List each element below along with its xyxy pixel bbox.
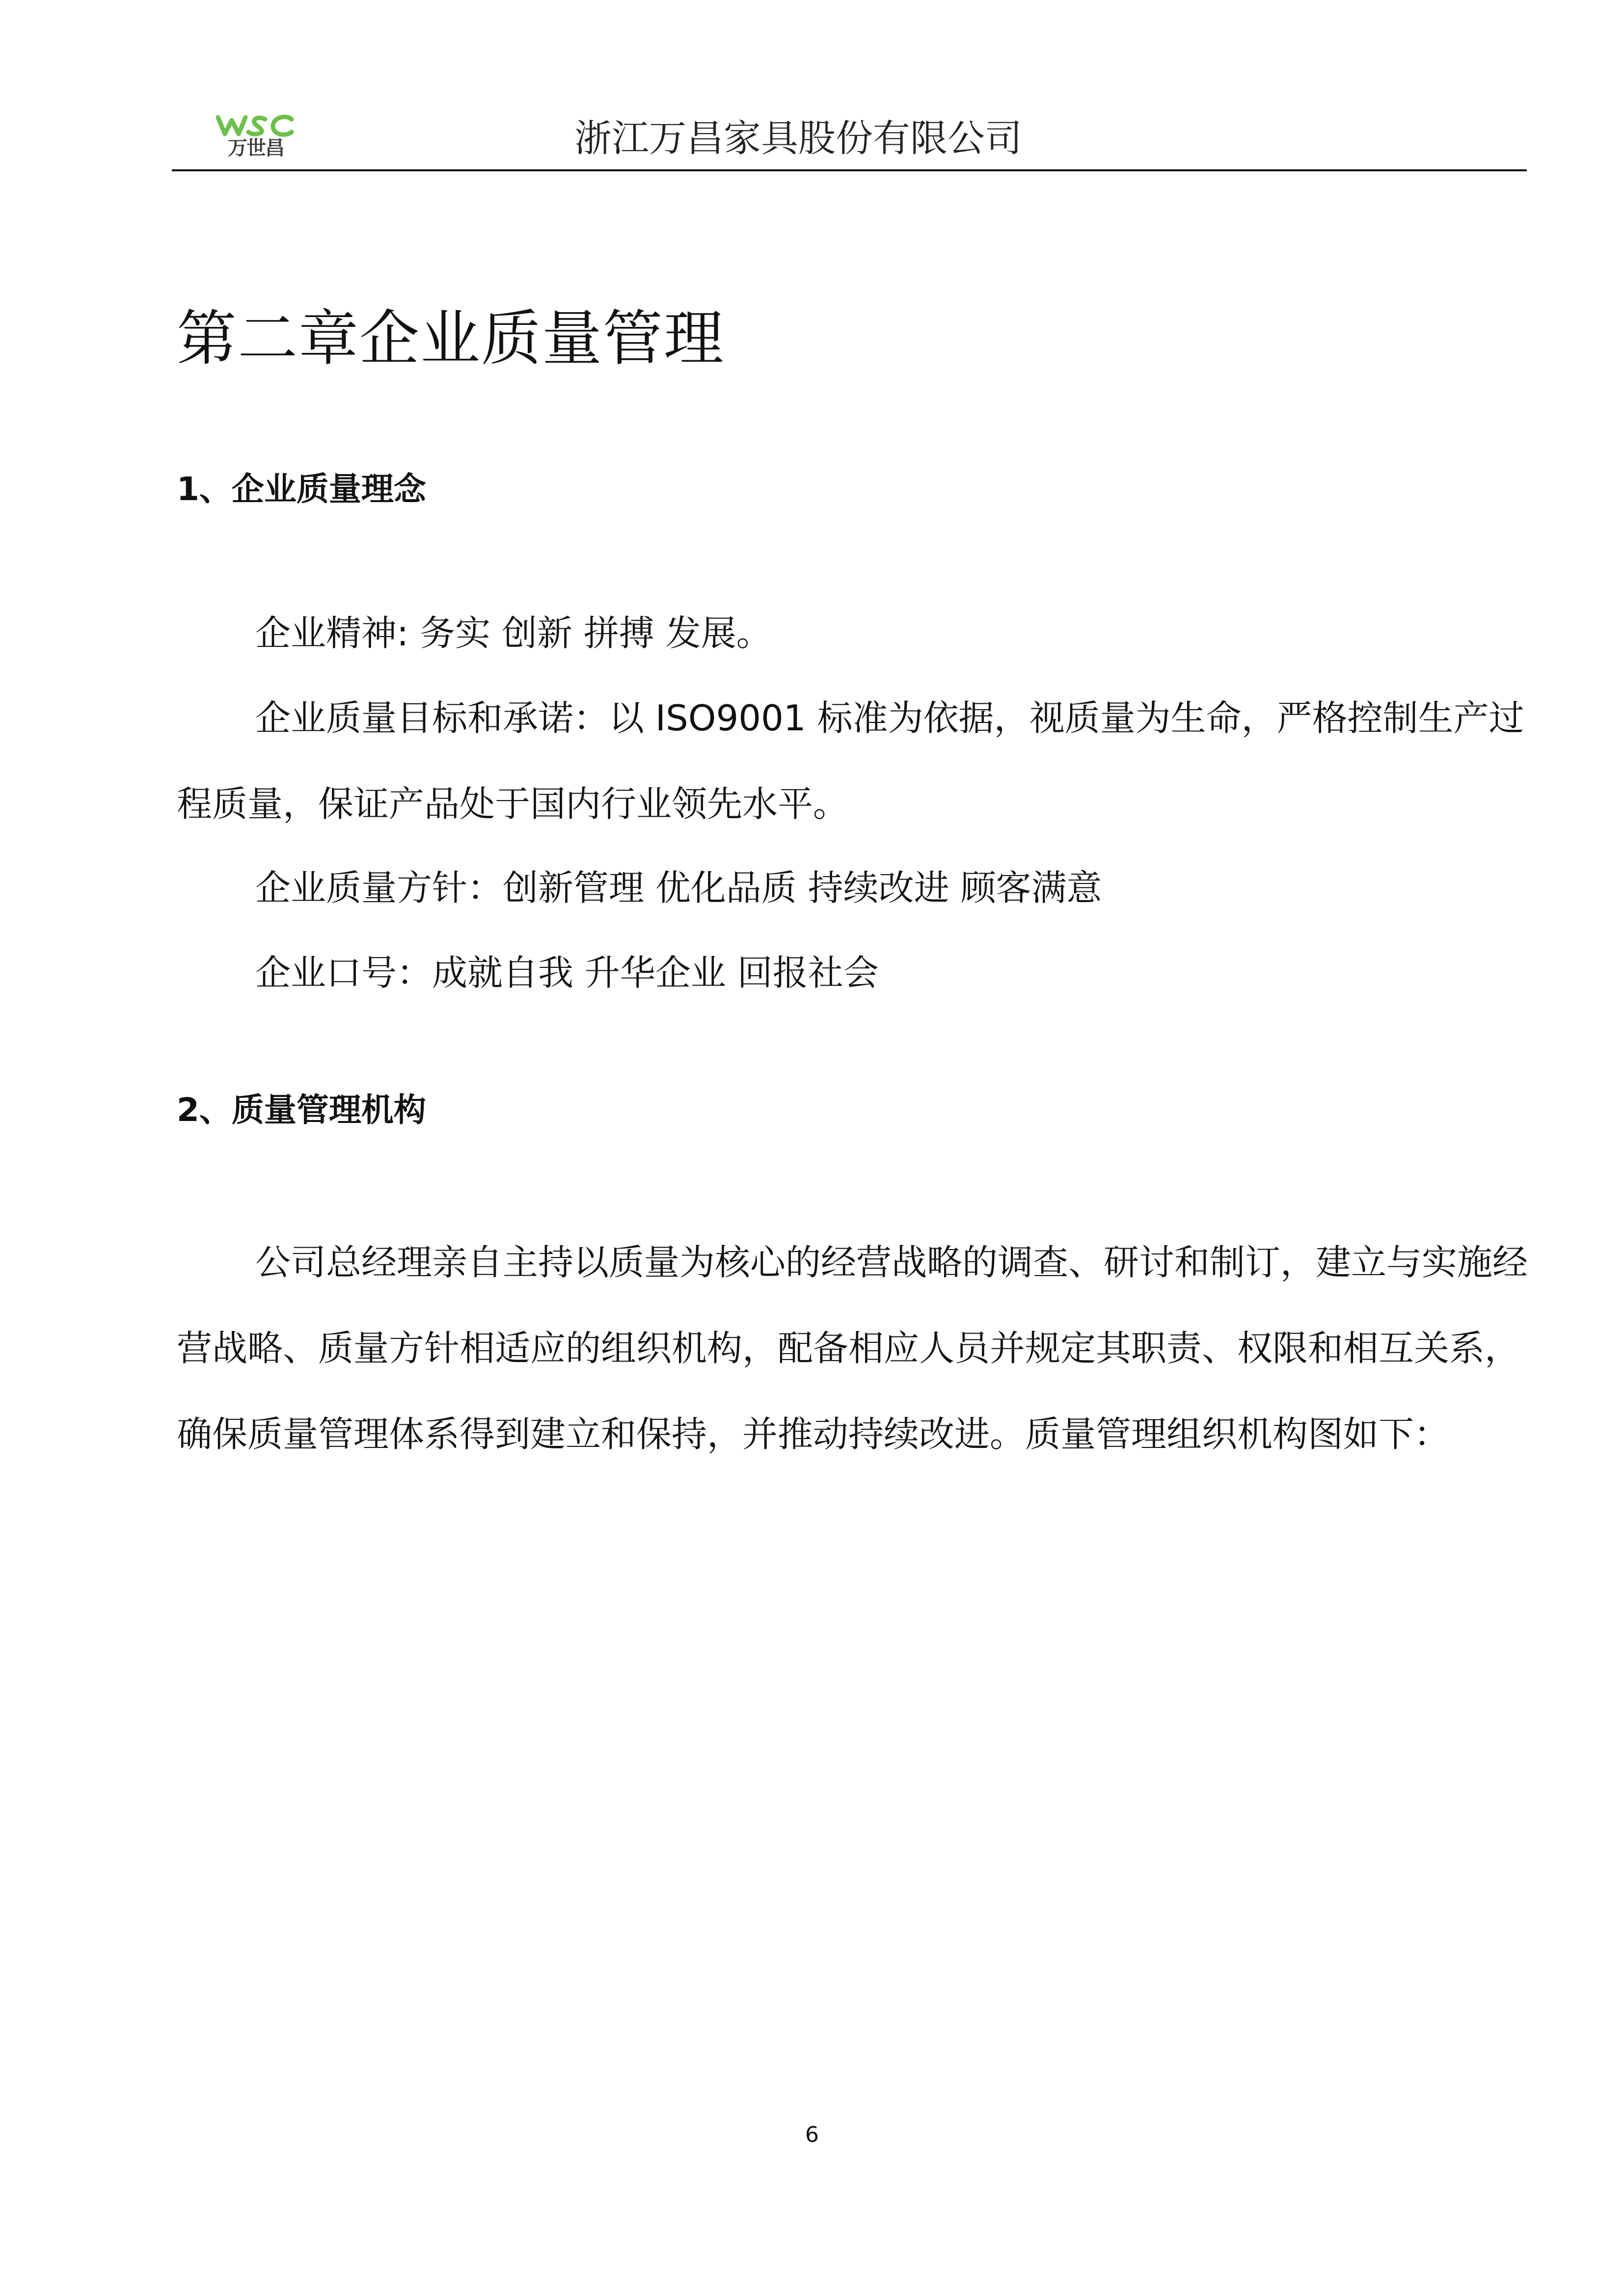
paragraph-quality-policy: 企业质量方针：创新管理 优化品质 持续改进 顾客满意 <box>255 867 1102 908</box>
section-heading-quality-organization: 2、质量管理机构 <box>177 1091 426 1129</box>
section-heading-quality-philosophy: 1、企业质量理念 <box>177 470 426 508</box>
paragraph-enterprise-slogan: 企业口号：成就自我 升华企业 回报社会 <box>255 952 879 993</box>
chapter-title: 第二章企业质量管理 <box>177 304 725 374</box>
page-header <box>172 110 1527 172</box>
paragraph-quality-goal: 企业质量目标和承诺：以 ISO9001 标准为依据，视质量为生命，严格控制生产过程质量，保证产品处于国内行业领先水平。 <box>177 697 1524 825</box>
page-number: 6 <box>805 2122 819 2147</box>
logo-mark-icon <box>214 113 298 138</box>
header-divider <box>172 169 1527 171</box>
company-logo <box>214 113 298 158</box>
logo-text: 万世昌 <box>228 137 284 160</box>
company-name: 浙江万昌家具股份有限公司 <box>574 116 1022 160</box>
paragraph-enterprise-spirit: 企业精神: 务实 创新 拼搏 发展。 <box>255 613 772 654</box>
paragraph-organization: 公司总经理亲自主持以质量为核心的经营战略的调查、研讨和制订，建立与实施经营战略、质量方针相适应的组织机构，配备相应人员并规定其职责、权限和相互关系，确保质量管理体系得到建立和保持，并推动持续改进。质量管理组织机构图如下： <box>177 1242 1528 1455</box>
